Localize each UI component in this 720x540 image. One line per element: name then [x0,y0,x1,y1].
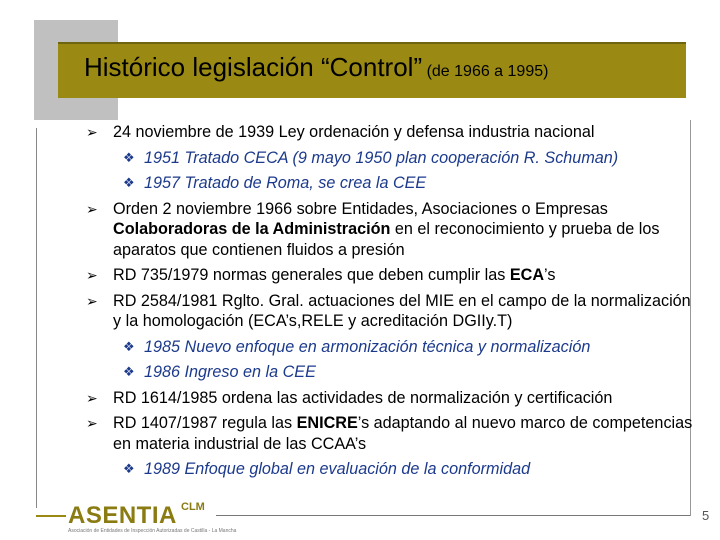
bold-text: Colaboradoras de la Administración [113,220,391,238]
item-text: 24 noviembre de 1939 Ley ordenación y defensa industria nacional [113,123,595,141]
bold-text: ECA [509,266,545,284]
item-text: ’s [544,266,556,284]
diamond-bullet-icon: ❖ [123,175,135,190]
title-subtitle: (de 1966 a 1995) [422,63,549,80]
bullet-item [86,199,696,261]
page-number: 5 [702,508,710,523]
logo-superscript: CLM [181,501,205,513]
diamond-bullet-icon: ❖ [123,364,135,379]
bullet-item [86,413,696,454]
item-text: RD 735/1979 normas generales que deben cumplir las [113,266,510,284]
slide-title [84,52,548,83]
bullet-item [86,122,696,143]
item-text: 1986 Ingreso en la CEE [144,363,316,381]
arrow-bullet-icon: ➢ [86,124,98,140]
sub-bullet-item [86,337,696,358]
item-text: en el reconocimiento y prueba de los aparatos que contienen fluidos a presión [113,220,660,259]
bullet-item [86,265,696,286]
bullet-item [86,291,696,332]
logo-tagline: Asociación de Entidades de Inspección Autorizadas de Castilla - La Mancha [68,528,237,534]
slide-body [86,122,696,485]
sub-bullet-item [86,173,696,194]
diamond-bullet-icon: ❖ [123,461,135,476]
sub-bullet-item [86,362,696,383]
sub-bullet-item [86,148,696,169]
bold-text: ENICRE [296,414,358,432]
left-divider-line [36,128,37,508]
item-text: ’s adaptando al nuevo marco de competencias en materia industrial de las CCAA’s [113,414,693,453]
logo-accent-line [36,515,66,517]
item-text: RD 1614/1985 ordena las actividades de normalización y certificación [113,388,613,407]
arrow-bullet-icon: ➢ [86,292,98,309]
arrow-bullet-icon: ➢ [86,200,98,217]
item-text: 1985 Nuevo enfoque en armonización técnica y normalización [144,337,591,356]
arrow-bullet-icon: ➢ [86,415,98,431]
item-text: 1989 Enfoque global en evaluación de la conformidad [144,460,531,478]
sub-bullet-item [86,459,696,480]
item-text: 1957 Tratado de Roma, se crea la CEE [144,174,427,192]
logo-name: ASENTIA [68,502,177,529]
item-text: 1951 Tratado CECA (9 mayo 1950 plan cooperación R. Schuman) [144,148,619,167]
diamond-bullet-icon: ❖ [123,338,135,354]
bullet-item [86,388,696,409]
item-text: RD 2584/1981 Rglto. Gral. actuaciones del MIE en el campo de la normalización y la homologación (ECA’s,RELE y acreditación DGIIy.T) [113,291,691,330]
diamond-bullet-icon: ❖ [123,149,135,165]
bottom-divider-line [216,515,690,516]
item-text: RD 1407/1987 regula las [113,414,297,432]
item-text: Orden 2 noviembre 1966 sobre Entidades, Asociaciones o Empresas [113,199,608,218]
title-main: Histórico legislación “Control” [84,52,423,82]
arrow-bullet-icon: ➢ [86,389,98,406]
arrow-bullet-icon: ➢ [86,267,98,283]
